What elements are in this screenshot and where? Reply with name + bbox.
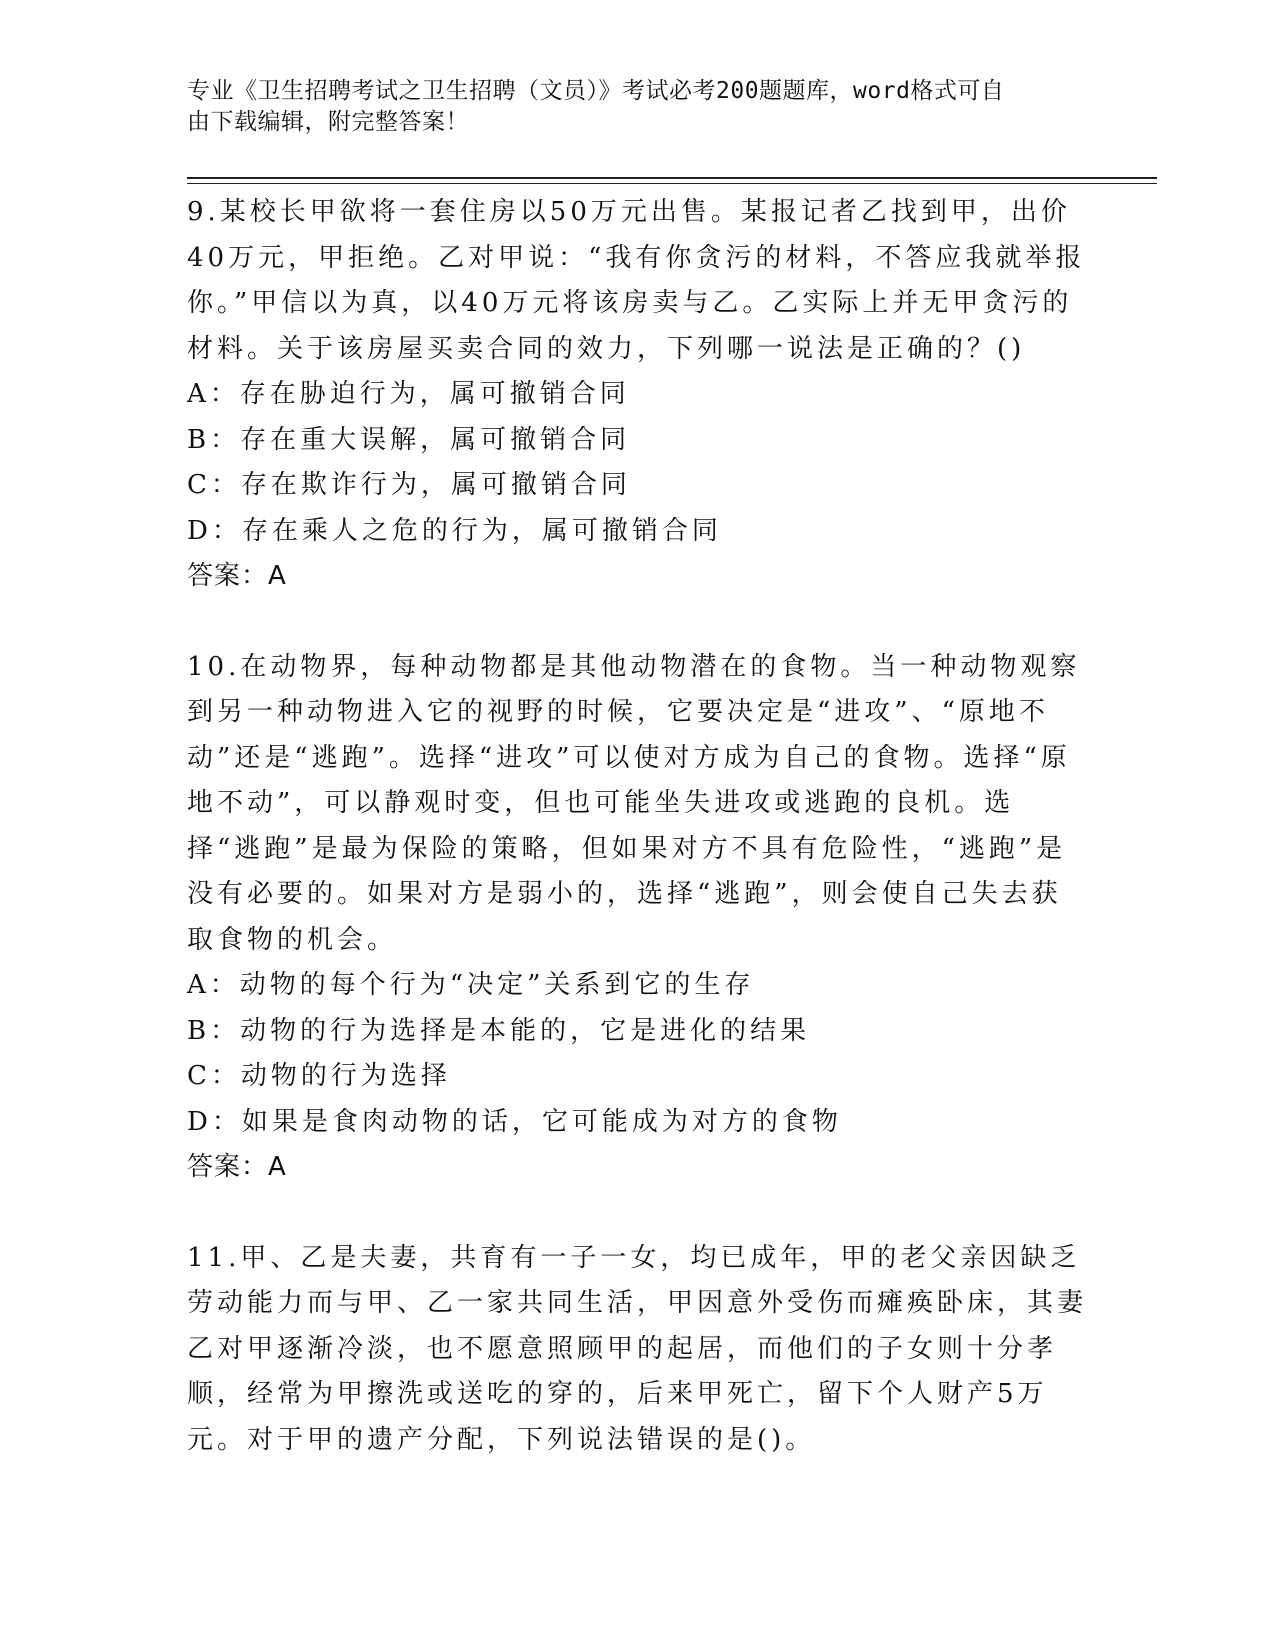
header-line-1: 专业《卫生招聘考试之卫生招聘（文员）》考试必考200题题库，word格式可自 (187, 78, 1005, 104)
header-divider-thick (187, 177, 1157, 179)
option-a: A：存在胁迫行为，属可撤销合同 (187, 379, 630, 409)
option-d: D：如果是食肉动物的话，它可能成为对方的食物 (187, 1106, 842, 1137)
option-c: C：动物的行为选择 (187, 1061, 451, 1091)
option-c: C：存在欺诈行为，属可撤销合同 (187, 470, 631, 500)
header-line-2: 由下载编辑，附完整答案！ (187, 109, 469, 135)
question-stem: 9.某校长甲欲将一套住房以50万元出售。某报记者乙找到甲，出价40万元，甲拒绝。乙对甲说：“我有你贪污的材料，不答应我就举报你。”甲信以为真，以40万元将该房卖与乙。乙实际上并无甲贪污的材料。关于该房屋买卖合同的效力，下列哪一说法是正确的？() (187, 197, 1086, 364)
option-d: D：存在乘人之危的行为，属可撤销合同 (187, 515, 722, 546)
answer-line: 答案：A (187, 1152, 287, 1182)
option-b: B：存在重大误解，属可撤销合同 (187, 424, 631, 455)
header-divider-thin (187, 183, 1157, 184)
question-stem: 11.甲、乙是夫妻，共育有一子一女，均已成年，甲的老父亲因缺乏劳动能力而与甲、乙一家共同生活，甲因意外受伤而瘫痪卧床，其妻乙对甲逐渐冷淡，也不愿意照顾甲的起居，而他们的子女则十分孝顺，经常为甲擦洗或送吃的穿的，后来甲死亡，留下个人财产5万元。对于甲的遗产分配，下列说法错误的是()。 (187, 1242, 1088, 1455)
question-list (187, 190, 1087, 1463)
document-header (187, 76, 1067, 138)
question-10 (187, 645, 1087, 1191)
question-11 (187, 1236, 1087, 1464)
question-stem: 10.在动物界，每种动物都是其他动物潜在的食物。当一种动物观察到另一种动物进入它的视野的时候，它要决定是“进攻”、“原地不动”还是“逃跑”。选择“进攻”可以使对方成为自己的食物。选择“原地不动”，可以静观时变，但也可能坐失进攻或逃跑的良机。选择“逃跑”是最为保险的策略，但如果对方不具有危险性，“逃跑”是没有必要的。如果对方是弱小的，选择“逃跑”，则会使自己失去获取食物的机会。 (187, 651, 1081, 955)
option-a: A：动物的每个行为“决定”关系到它的生存 (187, 970, 755, 1000)
answer-line: 答案：A (187, 561, 287, 591)
question-9 (187, 190, 1087, 600)
option-b: B：动物的行为选择是本能的，它是进化的结果 (187, 1015, 811, 1046)
